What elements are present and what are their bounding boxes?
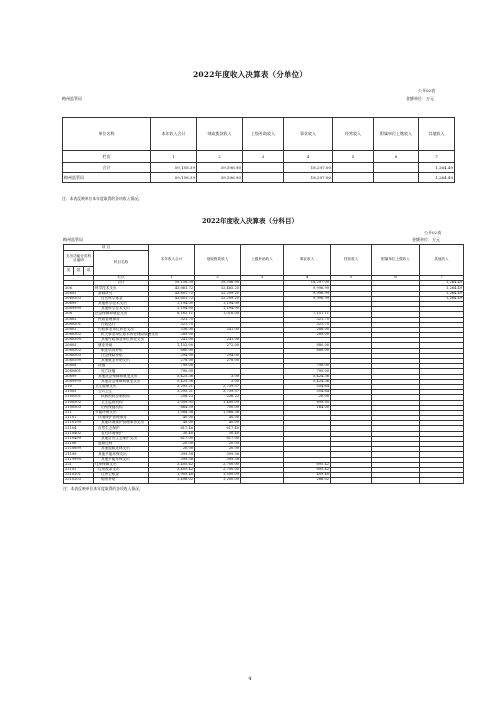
- income-table-by-unit: [62, 117, 455, 183]
- subject-name: 科学技术支出: [94, 286, 149, 291]
- subject-code: 211: [64, 410, 94, 415]
- value-cell: 790.00: [284, 369, 331, 374]
- value-cell: 617.00: [195, 436, 241, 441]
- value-cell: [331, 478, 372, 483]
- value-cell: 20.00: [195, 447, 241, 452]
- subject-code: 20602: [64, 291, 94, 296]
- value-cell: 241.00: [195, 327, 241, 332]
- subject-code: 2080502: [64, 348, 94, 353]
- value-cell: 9,996.99: [284, 296, 331, 301]
- table-row: [64, 478, 464, 483]
- value-cell: 43,601.72: [149, 296, 195, 301]
- subject-code: 20699: [64, 301, 94, 306]
- value-cell: 3,295.21: [149, 390, 195, 395]
- value-cell: 790.00: [149, 364, 195, 369]
- value-cell: 2,700.00: [195, 462, 241, 467]
- value-cell: 880.00: [284, 348, 331, 353]
- value-cell: 288.00: [284, 327, 331, 332]
- value-cell: 236.23: [195, 395, 241, 400]
- form-number-2: 公开02表: [424, 230, 442, 235]
- table-row: [63, 173, 455, 183]
- value-cell: 1,496.02: [149, 478, 195, 483]
- value-cell: 272.00: [195, 343, 241, 348]
- value-cell: 20.00: [284, 395, 331, 400]
- subject-code: 2210201: [64, 473, 94, 478]
- unit-label-2: 金额单位：万元: [412, 237, 440, 242]
- table-header-row: [63, 118, 455, 151]
- table2-note: 注：本表反映单位本年度取得的各项收入情况。: [63, 486, 143, 491]
- col-num-cell: 栏次: [63, 151, 151, 163]
- subject-name: 节能环保支出: [94, 410, 149, 415]
- value-cell: 32,465.25: [195, 286, 241, 291]
- subject-name: 就业补助: [94, 343, 149, 348]
- value-cell: [372, 478, 420, 483]
- value-cell: 20.00: [149, 447, 195, 452]
- value-cell: 700.00: [195, 405, 241, 410]
- value-cell: 3,295.21: [149, 384, 195, 389]
- value-cell: 40.00: [195, 416, 241, 421]
- subject-code: 20808: [64, 364, 94, 369]
- col-num-cell: 7: [420, 276, 464, 281]
- value-cell: [333, 163, 374, 173]
- value-cell: 554.64: [284, 390, 331, 395]
- subject-name: 其他科学技术支出: [94, 301, 149, 306]
- subject-name: 其他科学技术支出: [94, 307, 149, 312]
- subject-name: 卫生监督机构: [94, 400, 149, 405]
- subject-code: 2080302: [64, 333, 94, 338]
- col-num-cell: 7: [419, 151, 455, 163]
- value-cell: 278.00: [149, 359, 195, 364]
- subject-code: 20802: [64, 317, 94, 322]
- header-cell: 经营收入: [333, 118, 374, 151]
- value-cell: 1,200.00: [195, 478, 241, 483]
- subject-name: 行政事业单位养老支出: [94, 327, 149, 332]
- value-cell: 18,297.00: [284, 281, 331, 286]
- value-cell: 1,264.49: [419, 173, 455, 183]
- value-cell: 3.00: [195, 374, 241, 379]
- subject-code: 2110699: [64, 447, 94, 452]
- subject-name: 妇幼保健机构: [94, 405, 149, 410]
- value-cell: 5,424.36: [284, 374, 331, 379]
- value-cell: 1,264.49: [419, 163, 455, 173]
- col-label: 栏次: [94, 276, 149, 281]
- value-cell: 40.00: [149, 416, 195, 421]
- header-cell: 本年收入合计: [149, 245, 195, 276]
- table1-note: 注：本表反映单位本年度取得的各项收入情况。: [62, 196, 142, 201]
- value-cell: 617.00: [149, 436, 195, 441]
- header-cell: 其他收入: [420, 245, 464, 276]
- header-xiang: 项: [84, 267, 94, 276]
- subject-code: 20805: [64, 343, 94, 348]
- value-cell: 294.00: [195, 353, 241, 358]
- subject-name: 其他自然生态保护支出: [94, 436, 149, 441]
- header-kuan: 款: [74, 267, 84, 276]
- subject-name: 抚恤: [94, 364, 149, 369]
- subject-code: 2100503: [64, 405, 94, 410]
- subject-code: 2110499: [64, 436, 94, 441]
- subject-code: 2089999: [64, 379, 94, 384]
- value-cell: 241.00: [195, 338, 241, 343]
- subject-code: 2080201: [64, 322, 94, 327]
- subject-name: 住房保障支出: [94, 462, 149, 467]
- subject-name: 退耕还林: [94, 442, 149, 447]
- title-by-unit: 2022年度收入决算表（分单位）: [192, 70, 308, 79]
- total-label: 合计: [94, 281, 149, 286]
- title-by-subject: 2022年度收入决算表（分科目）: [201, 217, 299, 225]
- subject-code: 2100502: [64, 400, 94, 405]
- subject-name: 公共卫生: [94, 390, 149, 395]
- header-cell: 单位名称: [63, 118, 151, 151]
- subject-code: 206: [64, 286, 94, 291]
- value-cell: [333, 173, 374, 183]
- form-number-1: 公开02表: [418, 88, 436, 93]
- table-row: [63, 163, 455, 173]
- value-cell: 1,400.00: [195, 400, 241, 405]
- value-cell: 20.00: [149, 442, 195, 447]
- value-cell: 9,996.99: [284, 286, 331, 291]
- header-cell: 事业收入: [284, 118, 333, 151]
- header-cell: 上级补助收入: [243, 118, 284, 151]
- value-cell: 1,194.00: [195, 307, 241, 312]
- organization-name-1: 梅州监管局: [62, 96, 82, 101]
- subject-name: 社会保险补贴: [94, 353, 149, 358]
- header-cell: 上级补助收入: [241, 245, 284, 276]
- header-name: 科目名称: [94, 251, 149, 276]
- value-cell: 617.40: [195, 426, 241, 431]
- col-num-cell: 1: [151, 151, 197, 163]
- value-cell: 40.00: [149, 421, 195, 426]
- value-cell: 39,596.90: [197, 173, 243, 183]
- subject-name: 其他社会保障和就业支出: [94, 374, 149, 379]
- subject-name: 自然科学基金: [94, 296, 149, 301]
- value-cell: [243, 173, 284, 183]
- value-cell: 289.00: [284, 333, 331, 338]
- value-cell: 1,264.49: [420, 281, 464, 286]
- col-num-cell: 4: [284, 151, 333, 163]
- col-num-cell: 3: [243, 151, 284, 163]
- header-cell: 其他收入: [419, 118, 455, 151]
- subject-code: 21101: [64, 416, 94, 421]
- row-label: 合计: [63, 163, 151, 173]
- subject-name: 行政运行: [94, 322, 149, 327]
- value-cell: 2,099.95: [149, 400, 195, 405]
- value-cell: 5,425.36: [149, 374, 195, 379]
- value-cell: 1,194.00: [195, 301, 241, 306]
- value-cell: 2,739.57: [195, 384, 241, 389]
- col-num-cell: 4: [284, 276, 331, 281]
- value-cell: 1,152.00: [149, 343, 195, 348]
- subject-code: 2119999: [64, 457, 94, 462]
- value-cell: 256.23: [149, 395, 195, 400]
- value-cell: 39,596.90: [195, 281, 241, 286]
- subject-name: 职业培训补贴: [94, 348, 149, 353]
- subject-code: 208: [64, 312, 94, 317]
- value-cell: 790.00: [284, 364, 331, 369]
- subject-code: 20803: [64, 327, 94, 332]
- value-cell: 864.39: [149, 405, 195, 410]
- header-code: 支出功能分类科目编码: [64, 251, 94, 267]
- value-cell: 880.00: [149, 348, 195, 353]
- column-number-row: [63, 151, 455, 163]
- value-cell: 321.75: [149, 322, 195, 327]
- value-cell: [374, 173, 419, 183]
- header-cell: 附属单位上缴收入: [374, 118, 419, 151]
- value-cell: 32,209.25: [195, 291, 241, 296]
- value-cell: 3,405.42: [149, 462, 195, 467]
- value-cell: 3.00: [195, 379, 241, 384]
- subject-name: 社会保障和就业支出: [94, 312, 149, 317]
- subject-code: 2110402: [64, 431, 94, 436]
- subject-code: 2069999: [64, 307, 94, 312]
- value-cell: 32,209.25: [195, 296, 241, 301]
- value-cell: 39,596.90: [197, 163, 243, 173]
- value-cell: 399.58: [149, 457, 195, 462]
- value-cell: 695.42: [284, 462, 331, 467]
- subject-code: 2100501: [64, 395, 94, 400]
- subject-name: 疾病预防控制机构: [94, 395, 149, 400]
- value-cell: 1,016.00: [195, 312, 241, 317]
- value-cell: 399.58: [149, 452, 195, 457]
- value-cell: 5,425.36: [149, 379, 195, 384]
- value-cell: 399.58: [195, 457, 241, 462]
- subject-code: 20899: [64, 374, 94, 379]
- subject-code: 21199: [64, 452, 94, 457]
- subject-code: 21005: [64, 390, 94, 395]
- value-cell: 2,700.00: [195, 467, 241, 472]
- page-number: 4: [248, 676, 252, 682]
- subject-name: 其他就业补助支出: [94, 359, 149, 364]
- col-num-cell: 2: [195, 276, 241, 281]
- value-cell: 1,500.00: [195, 473, 241, 478]
- header-cell: 事业收入: [284, 245, 331, 276]
- subject-name: 农村环境保护: [94, 431, 149, 436]
- header-cell: 附属单位上缴收入: [372, 245, 420, 276]
- subject-name: 死亡抚恤: [94, 369, 149, 374]
- subject-code: 21106: [64, 442, 94, 447]
- value-cell: 241.00: [149, 338, 195, 343]
- value-cell: 321.75: [284, 322, 331, 327]
- value-cell: 399.58: [195, 452, 241, 457]
- subject-name: 其他行政事业单位养老支出: [94, 338, 149, 343]
- value-cell: 286.02: [284, 478, 331, 483]
- income-table-by-subject: [63, 244, 464, 484]
- subject-name: 卫生健康支出: [94, 384, 149, 389]
- col-num-cell: 1: [149, 276, 195, 281]
- subject-code: 2110199: [64, 421, 94, 426]
- subject-name: 自然生态保护: [94, 426, 149, 431]
- value-cell: 321.75: [284, 317, 331, 322]
- value-cell: 294.00: [149, 353, 195, 358]
- row-label: 梅州监管局: [63, 173, 151, 183]
- value-cell: 1,088.38: [149, 410, 195, 415]
- value-cell: 43,861.72: [149, 286, 195, 291]
- value-cell: 880.00: [284, 343, 331, 348]
- subject-code: 2080399: [64, 338, 94, 343]
- value-cell: 278.00: [195, 359, 241, 364]
- unit-label-1: 金额单位：万元: [406, 96, 434, 101]
- value-cell: [243, 163, 284, 173]
- value-cell: 59,158.39: [151, 163, 197, 173]
- value-cell: 1,909.40: [149, 473, 195, 478]
- col-num-cell: 6: [374, 151, 419, 163]
- subject-code: 21104: [64, 426, 94, 431]
- organization-name-2: 梅州监管局: [63, 237, 83, 242]
- value-cell: 18,297.00: [284, 173, 333, 183]
- value-cell: 43,601.72: [149, 291, 195, 296]
- value-cell: 321.75: [149, 317, 195, 322]
- value-cell: 536.00: [149, 327, 195, 332]
- value-cell: 1,264.49: [420, 296, 464, 301]
- value-cell: 30.40: [149, 431, 195, 436]
- value-cell: 2,739.57: [195, 390, 241, 395]
- header-cell: 本年收入合计: [151, 118, 197, 151]
- value-cell: 8,163.11: [149, 312, 195, 317]
- value-cell: 7,151.11: [284, 312, 331, 317]
- value-cell: 30.40: [195, 431, 241, 436]
- subject-code: 210: [64, 384, 94, 389]
- value-cell: 18,297.00: [284, 163, 333, 173]
- value-cell: 554.64: [284, 384, 331, 389]
- header-cell: 经营收入: [331, 245, 372, 276]
- value-cell: [420, 478, 464, 483]
- subject-code: 22102: [64, 467, 94, 472]
- value-cell: 9,996.99: [284, 291, 331, 296]
- subject-name: 其他节能环保支出: [94, 457, 149, 462]
- subject-name: 机关事业单位基本养老保险缴费支出: [94, 333, 149, 338]
- subject-name: 购房补贴: [94, 478, 149, 483]
- value-cell: 695.42: [284, 467, 331, 472]
- value-cell: 790.00: [149, 369, 195, 374]
- value-cell: 617.40: [149, 426, 195, 431]
- subject-name: 住房公积金: [94, 473, 149, 478]
- subject-name: 基础研究: [94, 291, 149, 296]
- col-num-cell: 5: [331, 276, 372, 281]
- subject-name: 其他节能环保支出: [94, 452, 149, 457]
- value-cell: 699.95: [284, 400, 331, 405]
- col-num-cell: 2: [197, 151, 243, 163]
- header-cell: 财政拨款收入: [195, 245, 241, 276]
- value-cell: 1,264.49: [420, 286, 464, 291]
- subject-code: 2060203: [64, 296, 94, 301]
- value-cell: 20.00: [195, 442, 241, 447]
- value-cell: 1,088.38: [195, 410, 241, 415]
- subject-code: 2080801: [64, 369, 94, 374]
- subject-name: 住房改革支出: [94, 467, 149, 472]
- value-cell: 1,194.00: [149, 301, 195, 306]
- value-cell: 5,424.36: [284, 379, 331, 384]
- subject-name: 民政管理事务: [94, 317, 149, 322]
- value-cell: 1,194.00: [149, 307, 195, 312]
- value-cell: 59,158.39: [149, 281, 195, 286]
- subject-name: 其他社会保障和就业支出: [94, 379, 149, 384]
- col-num-cell: 6: [372, 276, 420, 281]
- subject-code: 221: [64, 462, 94, 467]
- value-cell: 59,158.39: [151, 173, 197, 183]
- subject-name: 其他环境保护管理事务支出: [94, 421, 149, 426]
- header-cell: 财政拨款收入: [197, 118, 243, 151]
- value-cell: 164.00: [284, 405, 331, 410]
- value-cell: 1,264.49: [420, 291, 464, 296]
- header-lei: 类: [64, 267, 74, 276]
- value-cell: 289.00: [149, 333, 195, 338]
- value-cell: 409.40: [284, 473, 331, 478]
- value-cell: 3,405.42: [149, 467, 195, 472]
- header-item: 项 目: [64, 245, 149, 251]
- col-num-cell: 5: [333, 151, 374, 163]
- subject-code: 2210203: [64, 478, 94, 483]
- subject-name: 其他退耕还林支出: [94, 447, 149, 452]
- value-cell: [374, 163, 419, 173]
- value-cell: 40.00: [195, 421, 241, 426]
- subject-code: 2080503: [64, 353, 94, 358]
- subject-code: 2080599: [64, 359, 94, 364]
- value-cell: [241, 478, 284, 483]
- col-num-cell: 3: [241, 276, 284, 281]
- subject-name: 环境保护管理事务: [94, 416, 149, 421]
